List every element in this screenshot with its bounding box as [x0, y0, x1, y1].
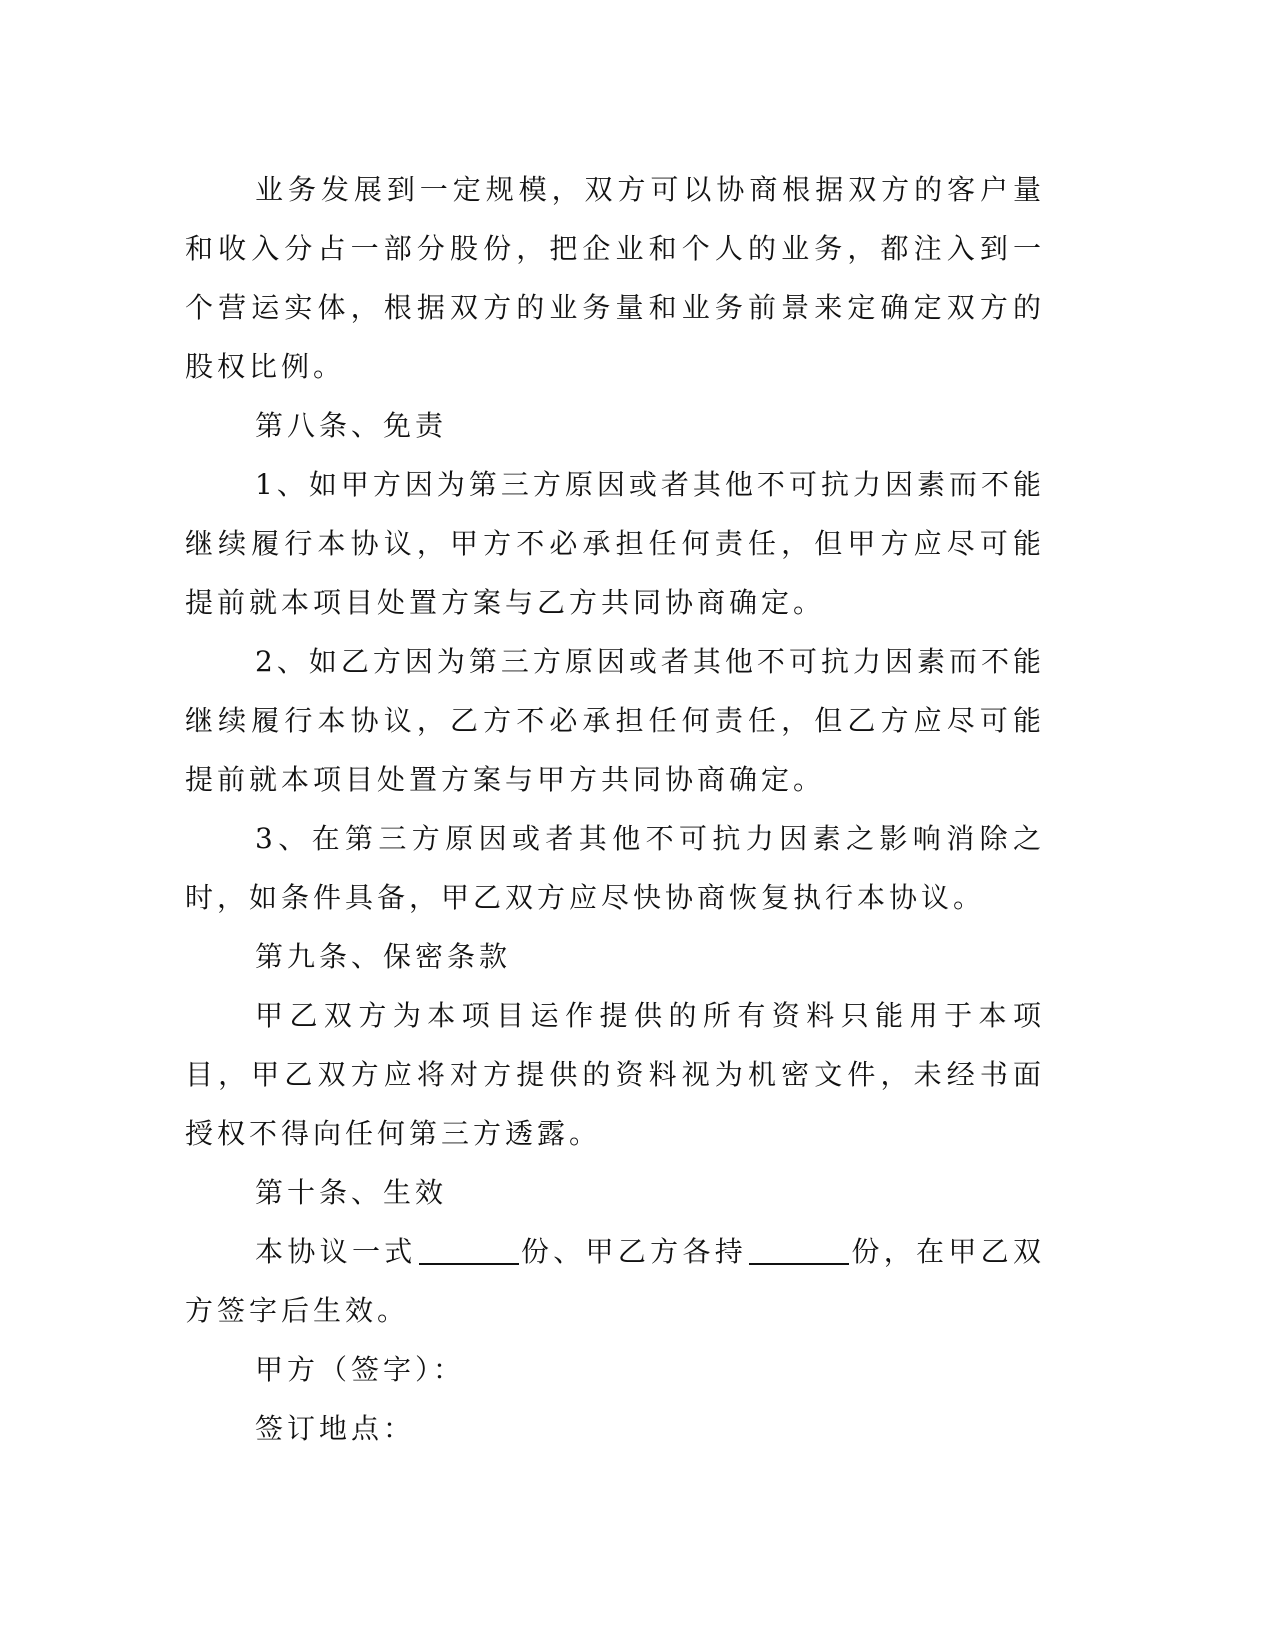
article-10-text-part-2: 份、甲乙方各持 [520, 1235, 748, 1268]
article-8-clause-3: 3、在第三方原因或者其他不可抗力因素之影响消除之时，如条件具备，甲乙双方应尽快协商恢复执行本协议。 [185, 822, 1045, 914]
paragraph-equity-sharing: 业务发展到一定规模，双方可以协商根据双方的客户量和收入分占一部分股份，把企业和个人的业务，都注入到一个营运实体，根据双方的业务量和业务前景来定确定双方的股权比例。 [185, 173, 1045, 383]
article-8-clause-2: 2、如乙方因为第三方原因或者其他不可抗力因素而不能继续履行本协议，乙方不必承担任何责任，但乙方应尽可能提前就本项目处置方案与甲方共同协商确定。 [185, 645, 1045, 796]
article-9-text: 甲乙双方为本项目运作提供的所有资料只能用于本项目，甲乙双方应将对方提供的资料视为机密文件，未经书面授权不得向任何第三方透露。 [185, 999, 1045, 1150]
article-10-heading: 第十条、生效 [255, 1176, 448, 1209]
article-9-heading: 第九条、保密条款 [255, 940, 512, 973]
copies-total-blank [419, 1239, 519, 1265]
party-a-signature-label: 甲方（签字）： [255, 1353, 466, 1386]
document-body [185, 160, 1045, 1458]
article-8-clause-1: 1、如甲方因为第三方原因或者其他不可抗力因素而不能继续履行本协议，甲方不必承担任何责任，但甲方应尽可能提前就本项目处置方案与乙方共同协商确定。 [185, 468, 1045, 619]
article-10-text-part-3: 份，在甲乙双方签字后生效。 [185, 1235, 1045, 1327]
signing-place-label: 签订地点： [255, 1412, 416, 1445]
article-8-heading: 第八条、免责 [255, 409, 448, 442]
copies-each-blank [749, 1239, 849, 1265]
article-10-text [185, 1222, 1045, 1340]
article-10-text-part-1: 本协议一式 [255, 1235, 417, 1268]
